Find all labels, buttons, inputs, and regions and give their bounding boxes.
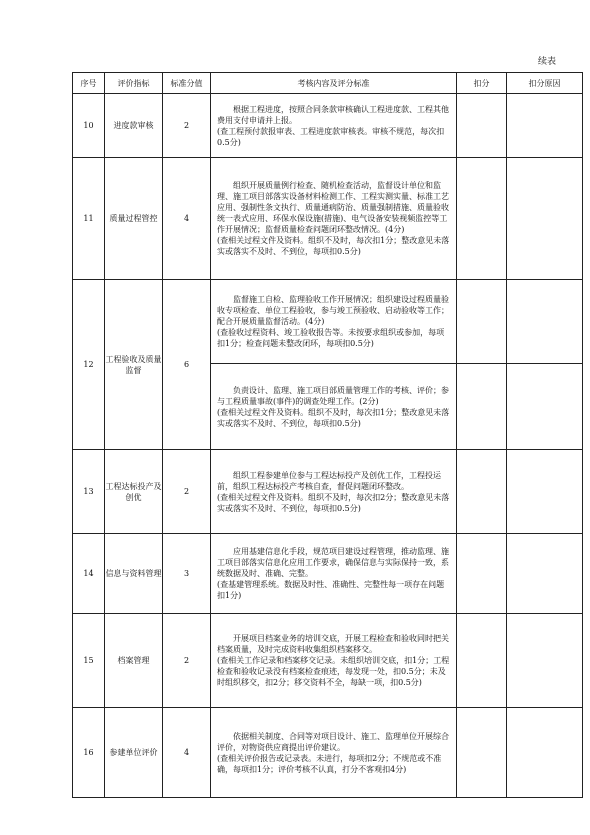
reason-cell [507,614,583,708]
row-score: 2 [163,94,211,158]
content-text: 负责设计、监理、施工项目部质量管理工作的考核、评价；参与工程质量事故(事件)的调查处理工作。(2分) [217,385,449,406]
row-indicator: 信息与资料管理 [105,534,163,614]
header-deduction: 扣分 [457,73,507,94]
table-row [73,534,583,614]
row-content [211,94,457,158]
evaluation-table [72,72,583,798]
reason-cell [507,534,583,614]
row-indicator: 质量过程管控 [105,158,163,280]
content-text: 开展项目档案业务的培训交底，开展工程检查和验收同时把关档案质量，及时完成资料收集组织档案移交。 [217,634,449,654]
deduction-cell [457,158,507,280]
row-content [211,158,457,280]
content-text: 组织开展质量例行检查、随机检查活动，监督设计单位和监理、施工项目部落实设备材料检测工作、工程实测实量、标准工艺应用、强制性条文执行、质量通病防治、质量强制措施、质量验收统一表式应用、环保水保设施(措施)、电气设备安装视频监控等工作开展情况；监督质量检查问题闭环整改情况。(4分) [217,181,449,234]
row-content [211,708,457,798]
row-content [211,534,457,614]
content-criteria: (查验收过程资料、竣工验收报告等。未按要求组织或参加，每项扣1分；检查问题未整改闭环，每项扣0.5分) [217,328,445,348]
row-score: 6 [163,280,211,450]
row-content [211,364,457,450]
header-reason: 扣分原因 [507,73,583,94]
row-indicator: 工程达标投产及创优 [105,450,163,534]
content-criteria: (查相关评价报告或记录表。未进行，每项扣2分；不规范或不准确，每项扣1分；评价考核不认真，打分不客观扣4分) [217,753,442,774]
continued-label: 续表 [537,57,556,67]
row-indicator: 档案管理 [105,614,163,708]
content-criteria: (查相关工作记录和档案移交记录。未组织培训交底，扣1分；工程检查和验收记录没有档案检查痕迹，每发现一处，扣0.5分；未及时组织移交，扣2分；移交资料不全，每缺一项，扣0.5分) [217,656,450,687]
row-indicator: 进度款审核 [105,94,163,158]
content-text: 应用基建信息化手段，规范项目建设过程管理，推动监理、施工项目部落实信息化应用工作要求，确保信息与实际保持一致，系统数据及时、准确、完整。 [217,547,449,578]
content-criteria: (查相关过程文件及资料。组织不及时，每次扣2分；整改意见未落实或落实不及时、不到位，每项扣0.5分) [217,492,450,513]
table-row [73,280,583,364]
table-row [73,94,583,158]
row-indicator: 工程验收及质量监督 [105,280,163,450]
row-score: 4 [163,708,211,798]
deduction-cell [457,450,507,534]
deduction-cell [457,280,507,364]
header-content: 考核内容及评分标准 [211,73,457,94]
reason-cell [507,364,583,450]
content-criteria: (查基建管理系统。数据及时性、准确性、完整性每一项存在问题扣1分) [217,580,445,600]
content-text: 组织工程参建单位参与工程达标投产及创优工作，工程投运前，组织工程达标投产考核自查，督促问题闭环整改。 [217,470,441,491]
row-content [211,450,457,534]
row-score: 2 [163,614,211,708]
row-score: 2 [163,450,211,534]
row-content [211,614,457,708]
reason-cell [507,158,583,280]
content-criteria: (查工程预付款报审表、工程进度款审核表。审核不规范，每次扣0.5分) [217,126,445,147]
header-no: 序号 [73,73,105,94]
row-indicator: 参建单位评价 [105,708,163,798]
reason-cell [507,708,583,798]
row-score: 3 [163,534,211,614]
reason-cell [507,280,583,364]
row-no: 15 [73,614,105,708]
row-no: 10 [73,94,105,158]
row-score: 4 [163,158,211,280]
row-no: 13 [73,450,105,534]
row-no: 16 [73,708,105,798]
table-row [73,450,583,534]
content-criteria: (查相关过程文件及资料。组织不及时，每次扣1分；整改意见未落实或落实不及时、不到位，每项扣0.5分) [217,236,450,256]
row-no: 14 [73,534,105,614]
content-criteria: (查相关过程文件及资料。组织不及时，每次扣1分；整改意见未落实或落实不及时、不到位，每项扣0.5分) [217,407,450,428]
content-text: 根据工程进度，按照合同条款审核确认工程进度款、工程其他费用支付申请并上报。 [217,104,449,125]
header-row [73,73,583,94]
deduction-cell [457,534,507,614]
content-text: 依据相关制度、合同等对项目设计、施工、监理单位开展综合评价，对物资供应商提出评价建议。 [217,731,449,752]
reason-cell [507,450,583,534]
row-no: 11 [73,158,105,280]
row-no: 12 [73,280,105,450]
header-score: 标准分值 [163,73,211,94]
deduction-cell [457,94,507,158]
reason-cell [507,94,583,158]
deduction-cell [457,614,507,708]
table-row [73,158,583,280]
table-row [73,708,583,798]
deduction-cell [457,364,507,450]
header-indicator: 评价指标 [105,73,163,94]
deduction-cell [457,708,507,798]
table-row [73,614,583,708]
row-content [211,280,457,364]
content-text: 监督施工自检、监理验收工作开展情况；组织建设过程质量验收专项检查、单位工程验收，参与竣工预验收、启动验收等工作；配合开展质量监督活动。(4分) [217,295,449,326]
